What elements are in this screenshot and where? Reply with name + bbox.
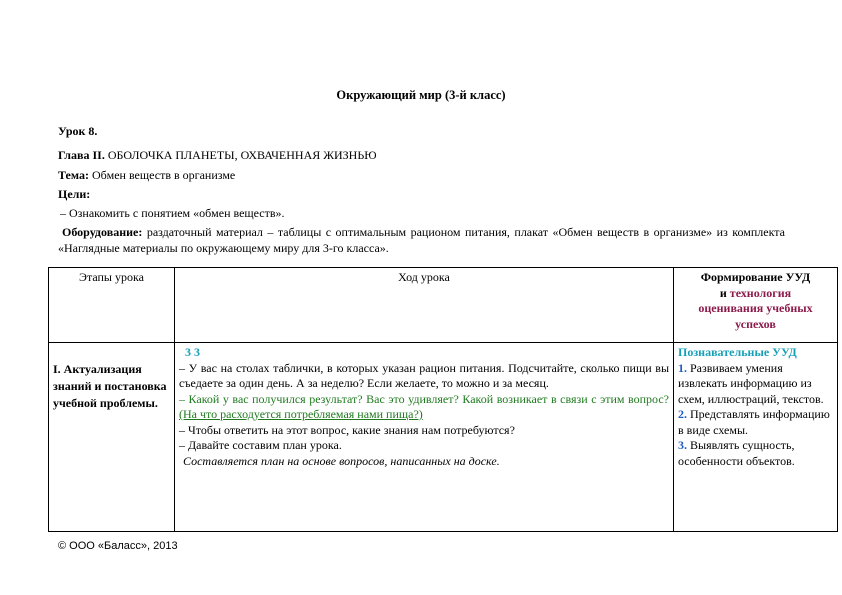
equipment-label: Оборудование: — [62, 225, 143, 239]
uud-cell — [674, 343, 838, 532]
course-paragraph-green: – Какой у вас получился результат? Вас это удивляет? Какой возникает в связи с этим вопрос? (На что расходуется потребляемая нами пища?) — [179, 391, 669, 421]
header-uud-line2: и технология — [719, 285, 792, 300]
course-paragraph: – Давайте составим план урока. — [179, 438, 342, 452]
topic-line — [58, 168, 235, 183]
footer-copyright: © ООО «Баласс», 2013 — [58, 540, 178, 552]
uud-heading: Познавательные УУД — [678, 345, 797, 359]
table-row — [49, 343, 838, 532]
header-uud — [674, 268, 838, 343]
course-paragraph: – У вас на столах таблички, в которых указан рацион питания. Подсчитайте, сколько пищи вы съедаете за один день. А за неделю? Если желаете, то можно и за месяц. — [179, 360, 669, 390]
uud-item: 2. Представлять информацию в виде схемы. — [678, 407, 830, 437]
uud-item: 1. Развиваем умения извлекать информацию из схем, иллюстраций, текстов. — [678, 360, 824, 406]
course-note: Составляется план на основе вопросов, написанных на доске. — [183, 453, 500, 468]
header-stages: Этапы урока — [49, 268, 175, 343]
goal-item: – Ознакомить с понятием «обмен веществ». — [60, 206, 285, 220]
equipment-text: раздаточный материал – таблицы с оптимальным рационом питания, плакат «Обмен веществ в организме» из комплекта «Наглядные материалы по окружающему миру для 3-го класса». — [58, 225, 785, 255]
chapter-text: ОБОЛОЧКА ПЛАНЕТЫ, ОХВАЧЕННАЯ ЖИЗНЬЮ — [104, 148, 377, 162]
topic-text: Обмен веществ в организме — [88, 168, 236, 182]
header-uud-line1: Формирование УУД — [700, 270, 811, 284]
equipment-paragraph — [58, 224, 785, 256]
slide-marker: 3 3 — [185, 345, 200, 359]
lesson-table — [48, 267, 838, 532]
course-paragraph: – Чтобы ответить на этот вопрос, какие знания нам потребуются? — [179, 422, 515, 437]
chapter-line — [58, 148, 377, 163]
lesson-number: Урок 8. — [58, 124, 98, 138]
chapter-label: Глава II. — [58, 148, 105, 162]
table-header-row — [49, 268, 838, 343]
header-uud-line3: оценивания учебных успехов — [698, 301, 813, 331]
header-course: Ход урока — [175, 268, 674, 343]
uud-item: 3. Выявлять сущность, особенности объектов. — [678, 438, 795, 468]
page-title: Окружающий мир (3-й класс) — [336, 88, 506, 102]
goals-label: Цели: — [58, 187, 91, 201]
stage-cell: I. Актуализация знаний и постановка учебной проблемы. — [49, 343, 175, 532]
course-cell — [175, 343, 674, 532]
topic-label: Тема: — [58, 168, 89, 182]
